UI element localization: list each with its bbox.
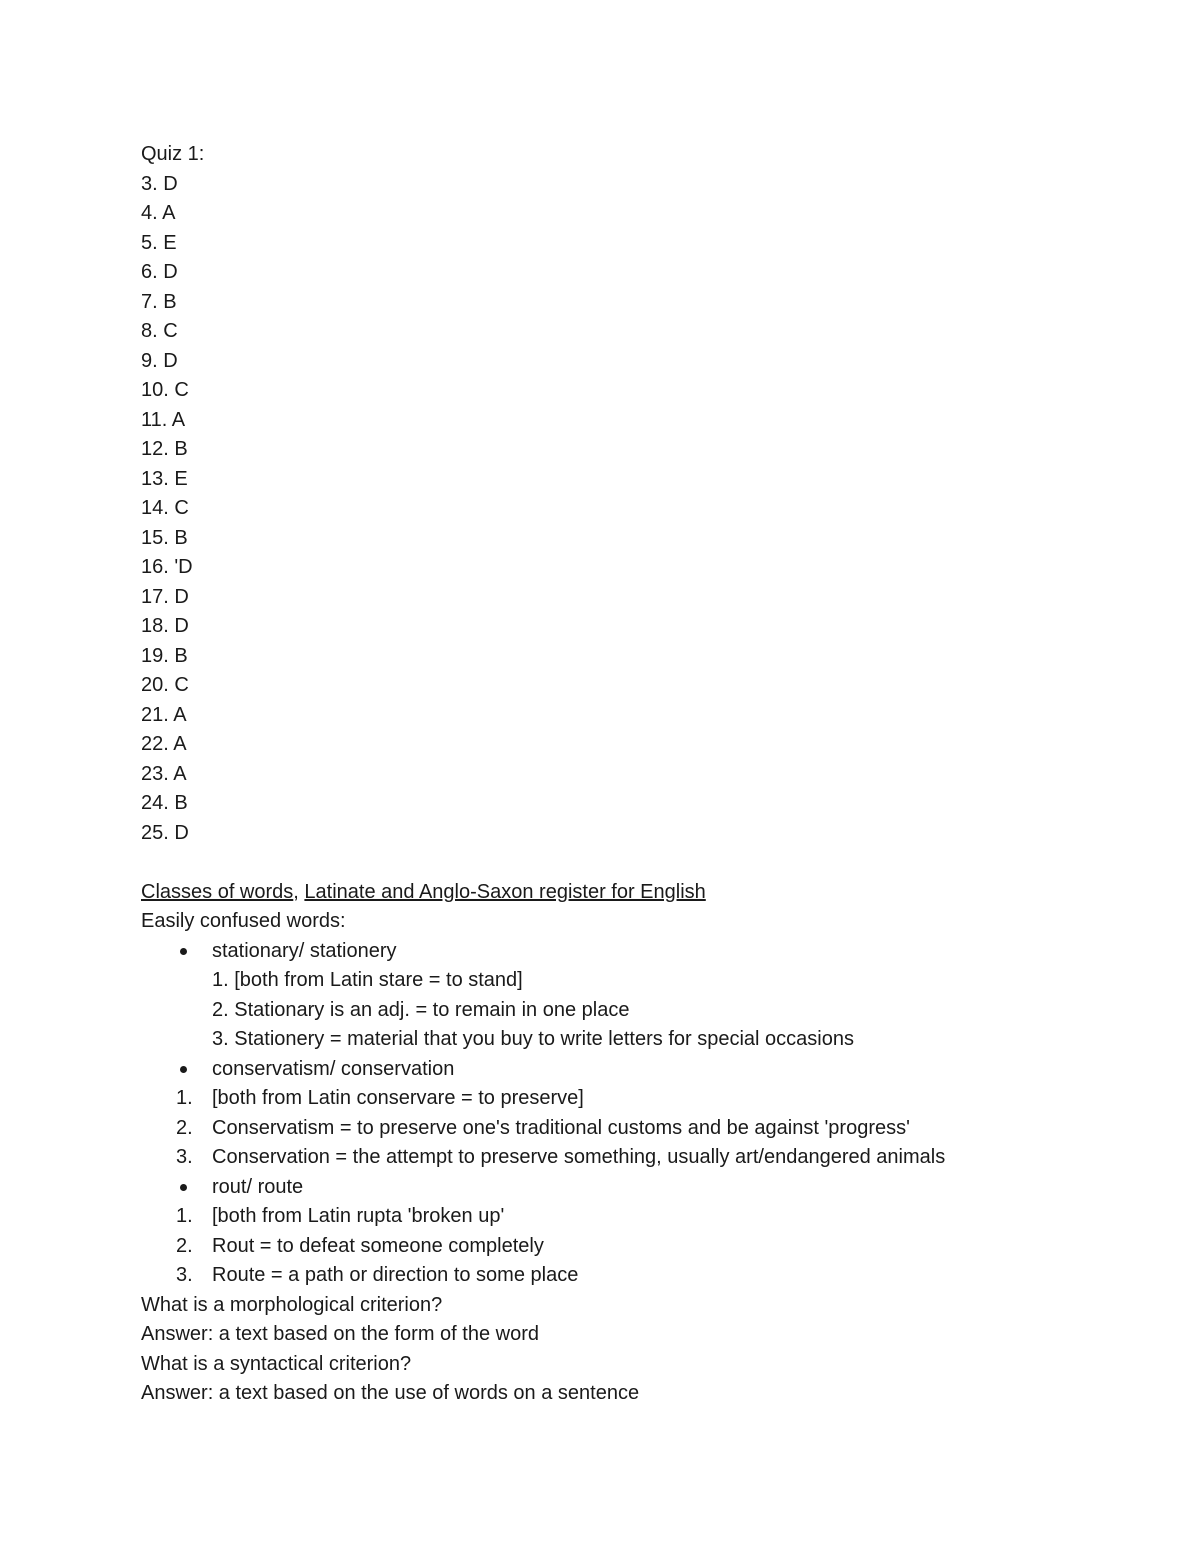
numbered-item bbox=[141, 1202, 1141, 1232]
bullet-item bbox=[141, 937, 1141, 967]
quiz-answer: 24. B bbox=[141, 792, 188, 814]
quiz-answer: 12. B bbox=[141, 438, 188, 460]
bullet-label: rout/ route bbox=[212, 1175, 304, 1198]
item-number: 2. bbox=[176, 1116, 193, 1139]
item-text: Conservatism = to preserve one's traditional customs and be against 'progress' bbox=[212, 1116, 910, 1139]
heading-separator: , bbox=[293, 880, 305, 903]
document-body bbox=[141, 140, 1141, 1409]
quiz-answer: 11. A bbox=[141, 408, 186, 431]
quiz-answer: 10. C bbox=[141, 379, 189, 401]
bullet-label: stationary/ stationery bbox=[212, 939, 397, 962]
quiz-answer: 20. C bbox=[141, 674, 189, 696]
quiz-answer: 18. D bbox=[141, 615, 189, 637]
quiz-answer: 25. D bbox=[141, 821, 189, 844]
quiz-title: Quiz 1: bbox=[141, 143, 205, 165]
numbered-item bbox=[141, 1143, 1141, 1173]
quiz-answer: 8. C bbox=[141, 320, 178, 342]
item-number: 2. bbox=[176, 1234, 193, 1257]
section-subtitle: Easily confused words: bbox=[141, 910, 346, 932]
sub-item: 2. Stationary is an adj. = to remain in one place bbox=[212, 998, 630, 1021]
quiz-answer-list bbox=[141, 170, 1141, 849]
quiz-answer: 13. E bbox=[141, 467, 188, 490]
item-number: 3. bbox=[176, 1264, 193, 1286]
quiz-answer: 5. E bbox=[141, 231, 177, 254]
quiz-answer: 23. A bbox=[141, 762, 187, 785]
quiz-answer: 15. B bbox=[141, 526, 188, 549]
item-text: [both from Latin rupta 'broken up' bbox=[212, 1205, 505, 1227]
blank-line bbox=[141, 848, 1141, 878]
item-number: 1. bbox=[176, 1205, 193, 1227]
quiz-answer: 4. A bbox=[141, 202, 176, 224]
quiz-answer: 3. D bbox=[141, 172, 178, 195]
bullet-dot-icon bbox=[180, 1184, 187, 1191]
question-line: What is a syntactical criterion? bbox=[141, 1352, 412, 1375]
quiz-answer: 19. B bbox=[141, 644, 188, 667]
item-text: Conservation = the attempt to preserve something, usually art/endangered animals bbox=[212, 1146, 946, 1168]
bullet-item bbox=[141, 1173, 1141, 1203]
item-text: Rout = to defeat someone completely bbox=[212, 1234, 544, 1257]
numbered-item bbox=[141, 1114, 1141, 1144]
bullet-dot-icon bbox=[180, 948, 187, 955]
item-text: Route = a path or direction to some place bbox=[212, 1264, 579, 1286]
item-text: [both from Latin conservare = to preserve] bbox=[212, 1087, 584, 1109]
quiz-answer: 7. B bbox=[141, 290, 177, 313]
quiz-answer: 9. D bbox=[141, 349, 178, 372]
question-line: What is a morphological criterion? bbox=[141, 1293, 443, 1316]
quiz-answer: 22. A bbox=[141, 733, 187, 755]
sub-item: 1. [both from Latin stare = to stand] bbox=[212, 969, 523, 991]
bullet-label: conservatism/ conservation bbox=[212, 1057, 455, 1080]
bullet-item bbox=[141, 1055, 1141, 1085]
item-number: 1. bbox=[176, 1087, 193, 1109]
numbered-item bbox=[141, 1261, 1141, 1291]
numbered-item bbox=[141, 1232, 1141, 1262]
heading-link-latinate-register[interactable]: Latinate and Anglo-Saxon register for English bbox=[304, 880, 706, 903]
answer-line: Answer: a text based on the form of the word bbox=[141, 1323, 539, 1345]
quiz-answer: 14. C bbox=[141, 497, 189, 519]
quiz-answer: 6. D bbox=[141, 261, 178, 283]
item-number: 3. bbox=[176, 1146, 193, 1168]
sub-item: 3. Stationery = material that you buy to write letters for special occasions bbox=[212, 1028, 854, 1050]
answer-line: Answer: a text based on the use of words on a sentence bbox=[141, 1382, 640, 1404]
quiz-answer: 17. D bbox=[141, 585, 189, 608]
quiz-answer: 16. 'D bbox=[141, 556, 193, 578]
quiz-answer: 21. A bbox=[141, 703, 187, 726]
numbered-item bbox=[141, 1084, 1141, 1114]
heading-link-classes-of-words[interactable]: Classes of words bbox=[141, 880, 294, 903]
bullet-dot-icon bbox=[180, 1066, 187, 1073]
section-heading bbox=[141, 878, 1141, 908]
